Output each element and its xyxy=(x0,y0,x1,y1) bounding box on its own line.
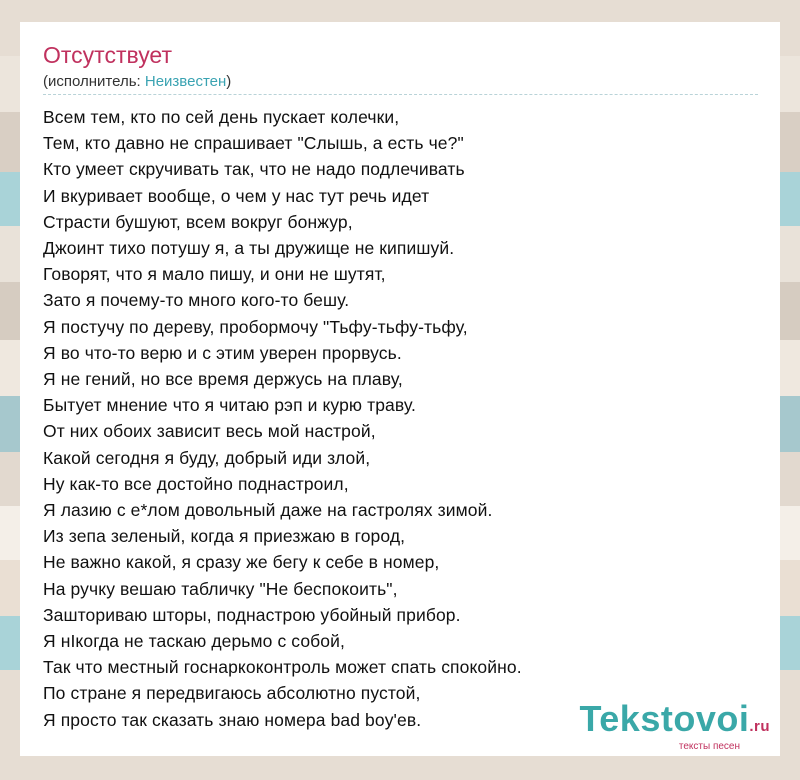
lyric-line: Я просто так сказать знаю номера bad boy'ев. xyxy=(43,709,422,730)
artist-line xyxy=(43,73,231,90)
artist-prefix: (исполнитель: xyxy=(43,73,145,90)
lyric-line: По стране я передвигаюсь абсолютно пустой, xyxy=(43,683,421,704)
lyric-line: Я постучу по дереву, пробормочу "Тьфу-тьфу-тьфу, xyxy=(43,316,468,337)
lyric-line: Бытует мнение что я читаю рэп и курю траву. xyxy=(43,395,416,416)
lyrics-card xyxy=(20,22,780,756)
song-title: Отсутствует xyxy=(43,42,172,68)
artist-link[interactable]: Неизвестен xyxy=(144,73,227,90)
divider xyxy=(43,94,758,95)
lyric-line: Зато я почему-то много кого-то бешу. xyxy=(43,290,350,311)
lyric-line: Зашториваю шторы, поднастрою убойный прибор. xyxy=(43,604,461,625)
lyric-line: Я не гений, но все время держусь на плаву, xyxy=(43,369,403,390)
lyric-line: Я нIкогда не таскаю дерьмо с собой, xyxy=(43,631,345,652)
lyric-line: Кто умеет скручивать так, что не надо подлечивать xyxy=(43,159,465,180)
lyric-line: Всем тем, кто по сей день пускает колечки, xyxy=(43,107,400,127)
lyric-line: Так что местный госнаркоконтроль может спать спокойно. xyxy=(43,657,522,678)
lyric-line: Я во что-то верю и с этим уверен прорвусь. xyxy=(43,342,402,363)
lyric-line: Страсти бушуют, всем вокруг бонжур, xyxy=(43,211,353,232)
site-logo[interactable] xyxy=(579,698,770,752)
lyric-line: На ручку вешаю табличку "Не беспокоить", xyxy=(43,578,398,599)
lyric-line: От них обоих зависит весь мой настрой, xyxy=(43,421,376,442)
logo-tagline: тексты песен xyxy=(678,741,740,752)
lyric-line: Не важно какой, я сразу же бегу к себе в номер, xyxy=(43,552,440,573)
artist-suffix: ) xyxy=(226,73,232,90)
lyric-line: Говорят, что я мало пишу, и они не шутят, xyxy=(43,264,386,285)
lyric-line: Ну как-то все достойно поднастроил, xyxy=(43,473,349,494)
lyric-line: Какой сегодня я буду, добрый иди злой, xyxy=(43,447,371,468)
lyric-line: Тем, кто давно не спрашивает "Слышь, а есть че?" xyxy=(43,133,464,154)
logo-domain-suffix: .ru xyxy=(749,718,770,735)
logo-wordmark xyxy=(579,698,770,745)
logo-main-text: Tekstovoi xyxy=(579,698,750,739)
lyrics-text xyxy=(43,104,522,733)
lyric-line: И вкуривает вообще, о чем у нас тут речь идет xyxy=(43,185,430,206)
lyric-line: Я лазию с е*лом довольный даже на гастролях зимой. xyxy=(43,500,493,521)
lyric-line: Из зепа зеленый, когда я приезжаю в город, xyxy=(43,526,406,547)
lyric-line: Джоинт тихо потушу я, а ты дружище не кипишуй. xyxy=(43,238,455,259)
